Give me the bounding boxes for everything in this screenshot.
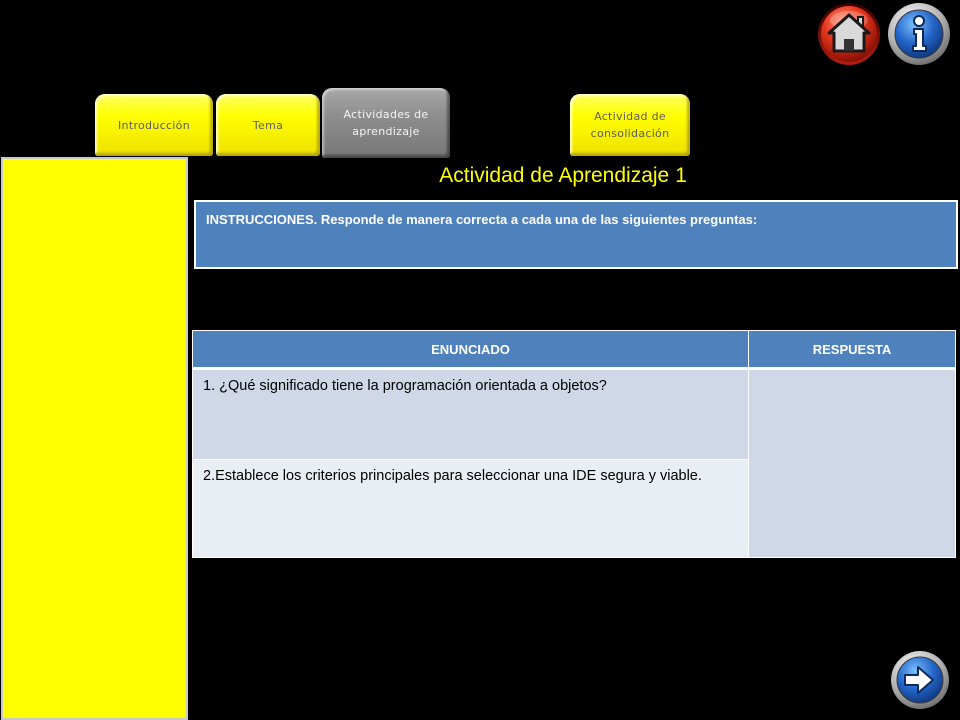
info-icon	[887, 2, 951, 66]
header-respuesta: RESPUESTA	[749, 331, 956, 369]
question-cell: 2.Establece los criterios principales para seleccionar una IDE segura y viable.	[193, 460, 749, 558]
tab-actividades-de-aprendizaje[interactable]	[322, 88, 450, 158]
tab-actividad-de-consolidacion[interactable]	[570, 94, 690, 156]
table-row	[193, 369, 956, 460]
info-button[interactable]	[887, 2, 951, 66]
tab-label: Actividad de consolidación	[590, 110, 670, 140]
next-button[interactable]	[890, 650, 950, 710]
question-cell: 1. ¿Qué significado tiene la programación orientada a objetos?	[193, 369, 749, 460]
tab-introduccion[interactable]	[95, 94, 213, 156]
header-enunciado: ENUNCIADO	[193, 331, 749, 369]
answer-cell	[749, 369, 956, 558]
tab-label: Actividades de aprendizaje	[343, 108, 429, 138]
home-button[interactable]	[817, 2, 881, 66]
qa-table	[192, 330, 956, 558]
page-title: Actividad de Aprendizaje 1	[439, 164, 687, 187]
tab-label: Tema	[252, 118, 284, 132]
instructions-box: INSTRUCCIONES. Responde de manera correcta a cada una de las siguientes preguntas:	[194, 200, 958, 269]
arrow-right-icon	[890, 650, 950, 710]
tab-tema[interactable]	[216, 94, 320, 156]
tab-label: Introducción	[118, 118, 190, 132]
home-icon	[817, 2, 881, 66]
table-header-row	[193, 331, 956, 369]
side-panel	[1, 157, 188, 720]
